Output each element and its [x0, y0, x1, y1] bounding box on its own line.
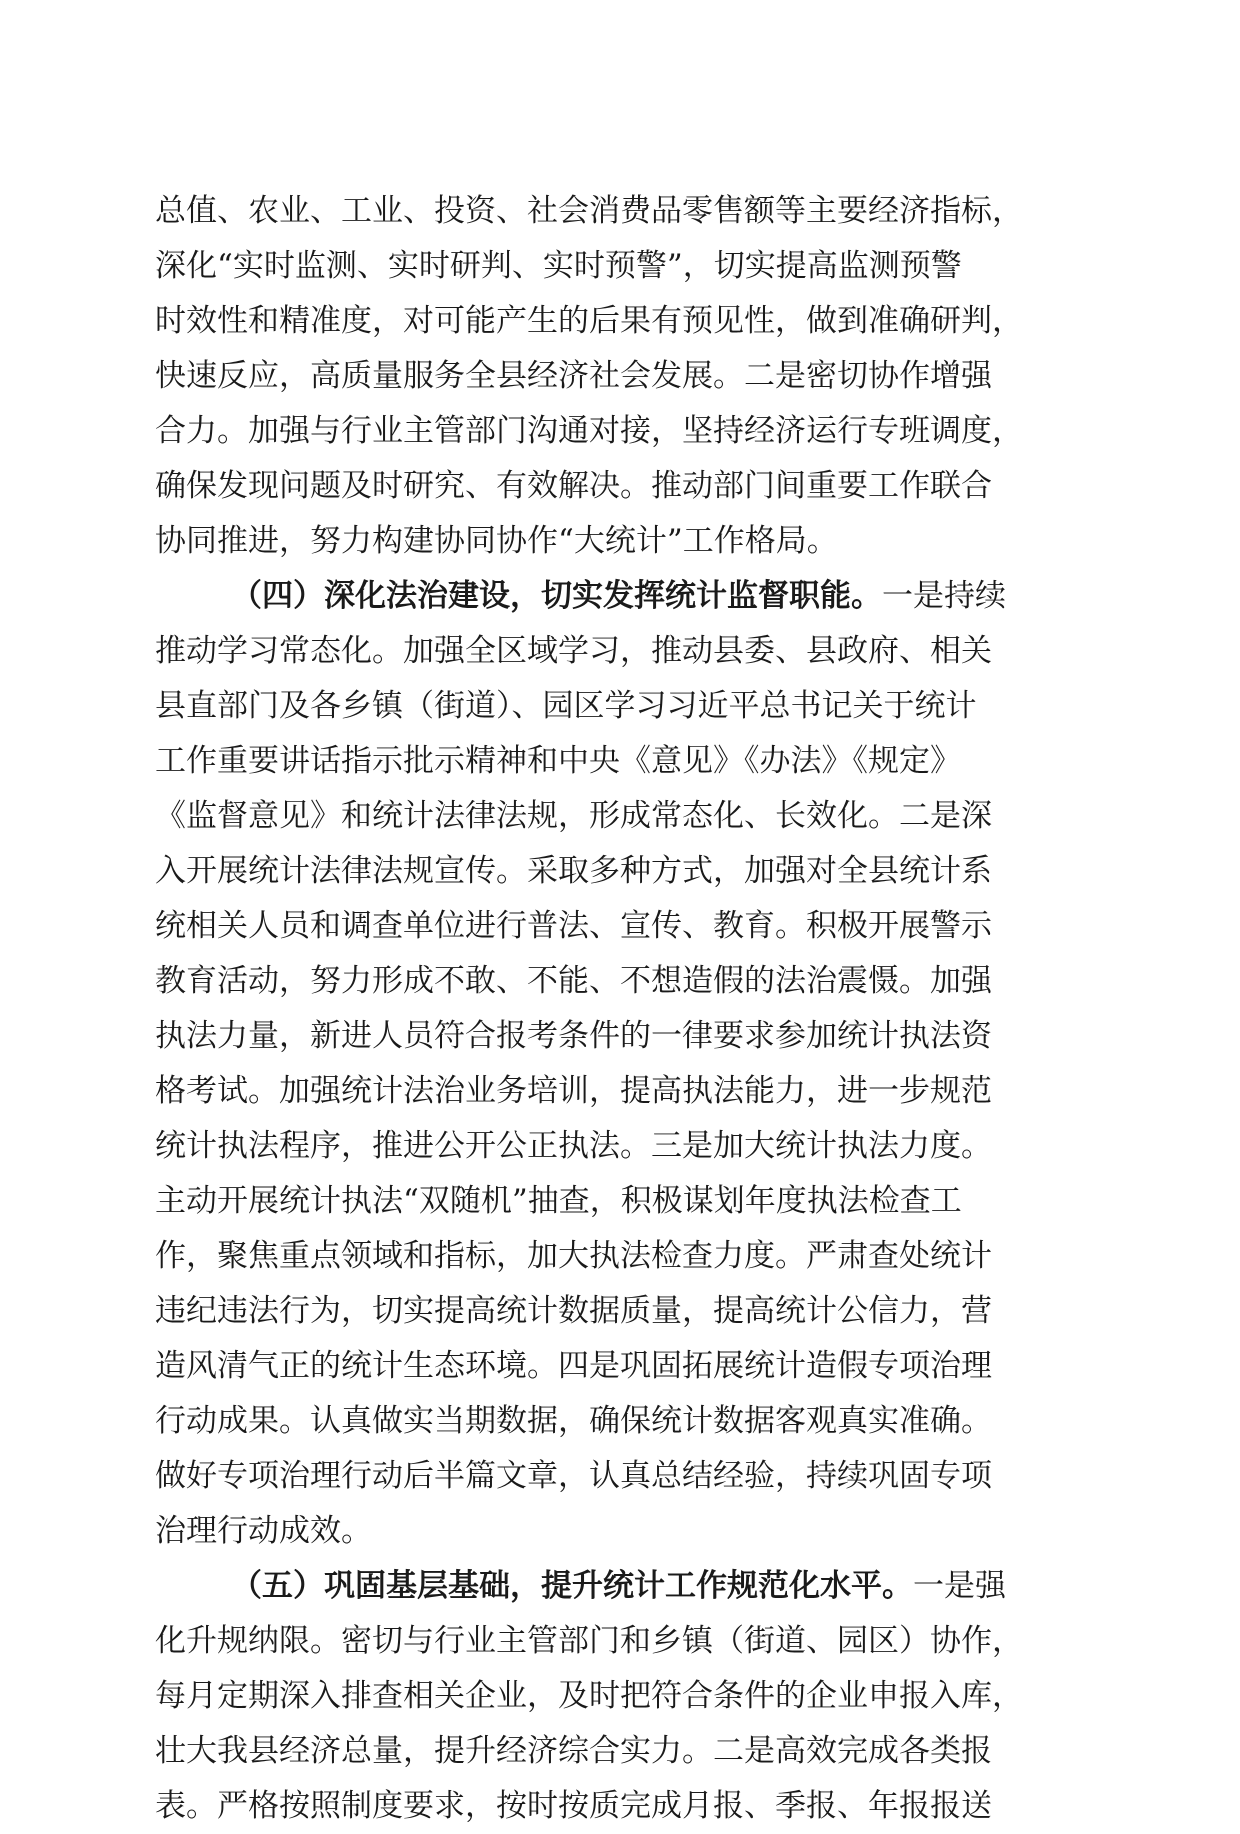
- text-line: 格考试。加强统计法治业务培训，提高执法能力，进一步规范: [155, 1073, 992, 1109]
- text-line: 作，聚焦重点领域和指标，加大执法检查力度。严肃查处统计: [155, 1238, 992, 1274]
- text-line: 壮大我县经济总量，提升经济综合实力。二是高效完成各类报: [155, 1733, 992, 1769]
- text-line: 入开展统计法律法规宣传。采取多种方式，加强对全县统计系: [155, 853, 992, 889]
- document-page: [155, 184, 1085, 1834]
- section-four-heading: （四）深化法治建设，切实发挥统计监督职能。: [231, 578, 882, 614]
- text-line: 工作重要讲话指示批示精神和中央《意见》《办法》《规定》: [155, 743, 961, 779]
- section-four-first-line: [155, 569, 1085, 624]
- text-line: 快速反应，高质量服务全县经济社会发展。二是密切协作增强: [155, 358, 992, 394]
- text-line: 治理行动成效。: [155, 1513, 372, 1549]
- section-five-heading: （五）巩固基层基础，提升统计工作规范化水平。: [231, 1568, 913, 1604]
- section-four: [155, 569, 1085, 1559]
- text-line: 确保发现问题及时研究、有效解决。推动部门间重要工作联合: [155, 468, 992, 504]
- text-line: 协同推进，努力构建协同协作“大统计”工作格局。: [155, 523, 838, 559]
- text-line: 执法力量，新进人员符合报考条件的一律要求参加统计执法资: [155, 1018, 992, 1054]
- text-line: 教育活动，努力形成不敢、不能、不想造假的法治震慑。加强: [155, 963, 992, 999]
- paragraph-continuation: [155, 184, 1085, 569]
- text-line: 深化“实时监测、实时研判、实时预警”，切实提高监测预警: [155, 248, 962, 284]
- text-line: 主动开展统计执法“双随机”抽查，积极谋划年度执法检查工: [155, 1183, 962, 1219]
- text-line: 《监督意见》和统计法律法规，形成常态化、长效化。二是深: [155, 798, 992, 834]
- text-line: 造风清气正的统计生态环境。四是巩固拓展统计造假专项治理: [155, 1348, 992, 1384]
- text-line: 合力。加强与行业主管部门沟通对接，坚持经济运行专班调度，: [155, 413, 1023, 449]
- text-line: 表。严格按照制度要求，按时按质完成月报、季报、年报报送: [155, 1788, 992, 1824]
- text-line: 违纪违法行为，切实提高统计数据质量，提高统计公信力，营: [155, 1293, 992, 1329]
- section-five-first-line: [155, 1559, 1085, 1614]
- text-line: 县直部门及各乡镇（街道）、园区学习习近平总书记关于统计: [155, 688, 977, 724]
- text-line: 做好专项治理行动后半篇文章，认真总结经验，持续巩固专项: [155, 1458, 992, 1494]
- section-five: [155, 1559, 1085, 1834]
- text-line: 每月定期深入排查相关企业，及时把符合条件的企业申报入库，: [155, 1678, 1023, 1714]
- text-line: 行动成果。认真做实当期数据，确保统计数据客观真实准确。: [155, 1403, 992, 1439]
- text-line: 化升规纳限。密切与行业主管部门和乡镇（街道、园区）协作，: [155, 1623, 1023, 1659]
- section-five-first-rest: 一是强: [913, 1568, 1006, 1604]
- text-line: 总值、农业、工业、投资、社会消费品零售额等主要经济指标，: [155, 193, 1023, 229]
- text-line: 统相关人员和调查单位进行普法、宣传、教育。积极开展警示: [155, 908, 992, 944]
- text-line: 统计执法程序，推进公开公正执法。三是加大统计执法力度。: [155, 1128, 992, 1164]
- text-line: 推动学习常态化。加强全区域学习，推动县委、县政府、相关: [155, 633, 992, 669]
- text-line: 时效性和精准度，对可能产生的后果有预见性，做到准确研判，: [155, 303, 1023, 339]
- section-four-first-rest: 一是持续: [882, 578, 1006, 614]
